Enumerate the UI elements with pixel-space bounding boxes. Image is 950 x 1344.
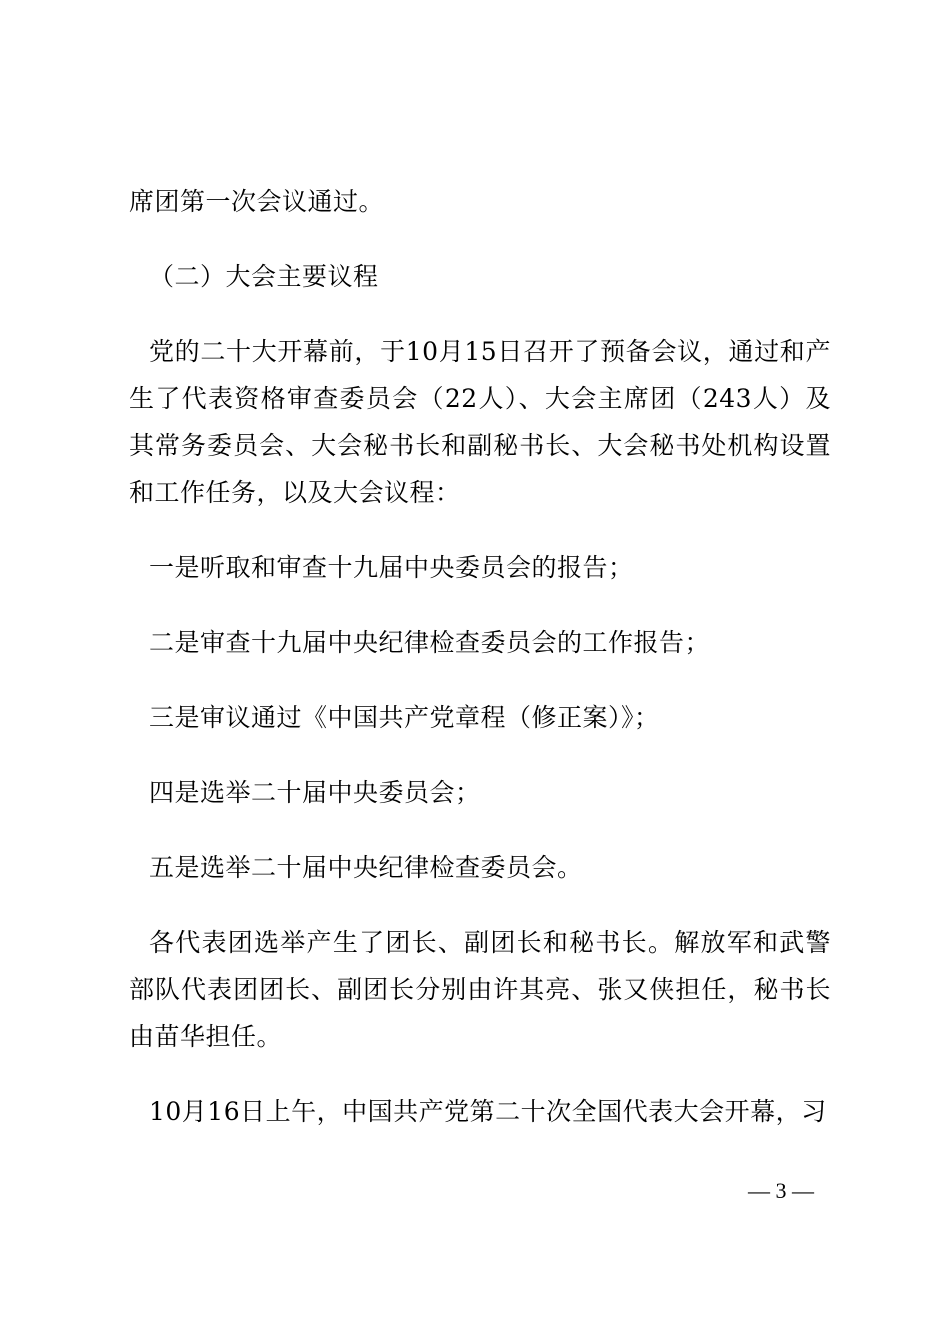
agenda-item-5: 五是选举二十届中央纪律检查委员会。 [149,853,583,882]
agenda-item-1: 一是听取和审查十九届中央委员会的报告； [149,553,634,582]
agenda-item-3: 三是审议通过《中国共产党章程（修正案）》； [149,703,660,732]
paragraph-preparatory-meeting: 党的二十大开幕前，于10月15日召开了预备会议，通过和产生了代表资格审查委员会（22人）、大会主席团（243人）及其常务委员会、大会秘书长和副秘书长、大会秘书处机构设置和工作任务，以及大会议程： [129,337,831,507]
page-number: — 3 — [748,1178,814,1203]
document-body [129,178,831,1163]
paragraph-continuation: 席团第一次会议通过。 [129,187,385,216]
agenda-item-2: 二是审查十九届中央纪律检查委员会的工作报告； [149,628,711,657]
agenda-item-4: 四是选举二十届中央委员会； [149,778,481,807]
paragraph-delegation-leaders: 各代表团选举产生了团长、副团长和秘书长。解放军和武警部队代表团团长、副团长分别由许其亮、张又侠担任，秘书长由苗华担任。 [129,928,831,1051]
paragraph-congress-opening: 10月16日上午，中国共产党第二十次全国代表大会开幕，习 [149,1097,827,1126]
section-heading-agenda: （二）大会主要议程 [149,262,379,291]
